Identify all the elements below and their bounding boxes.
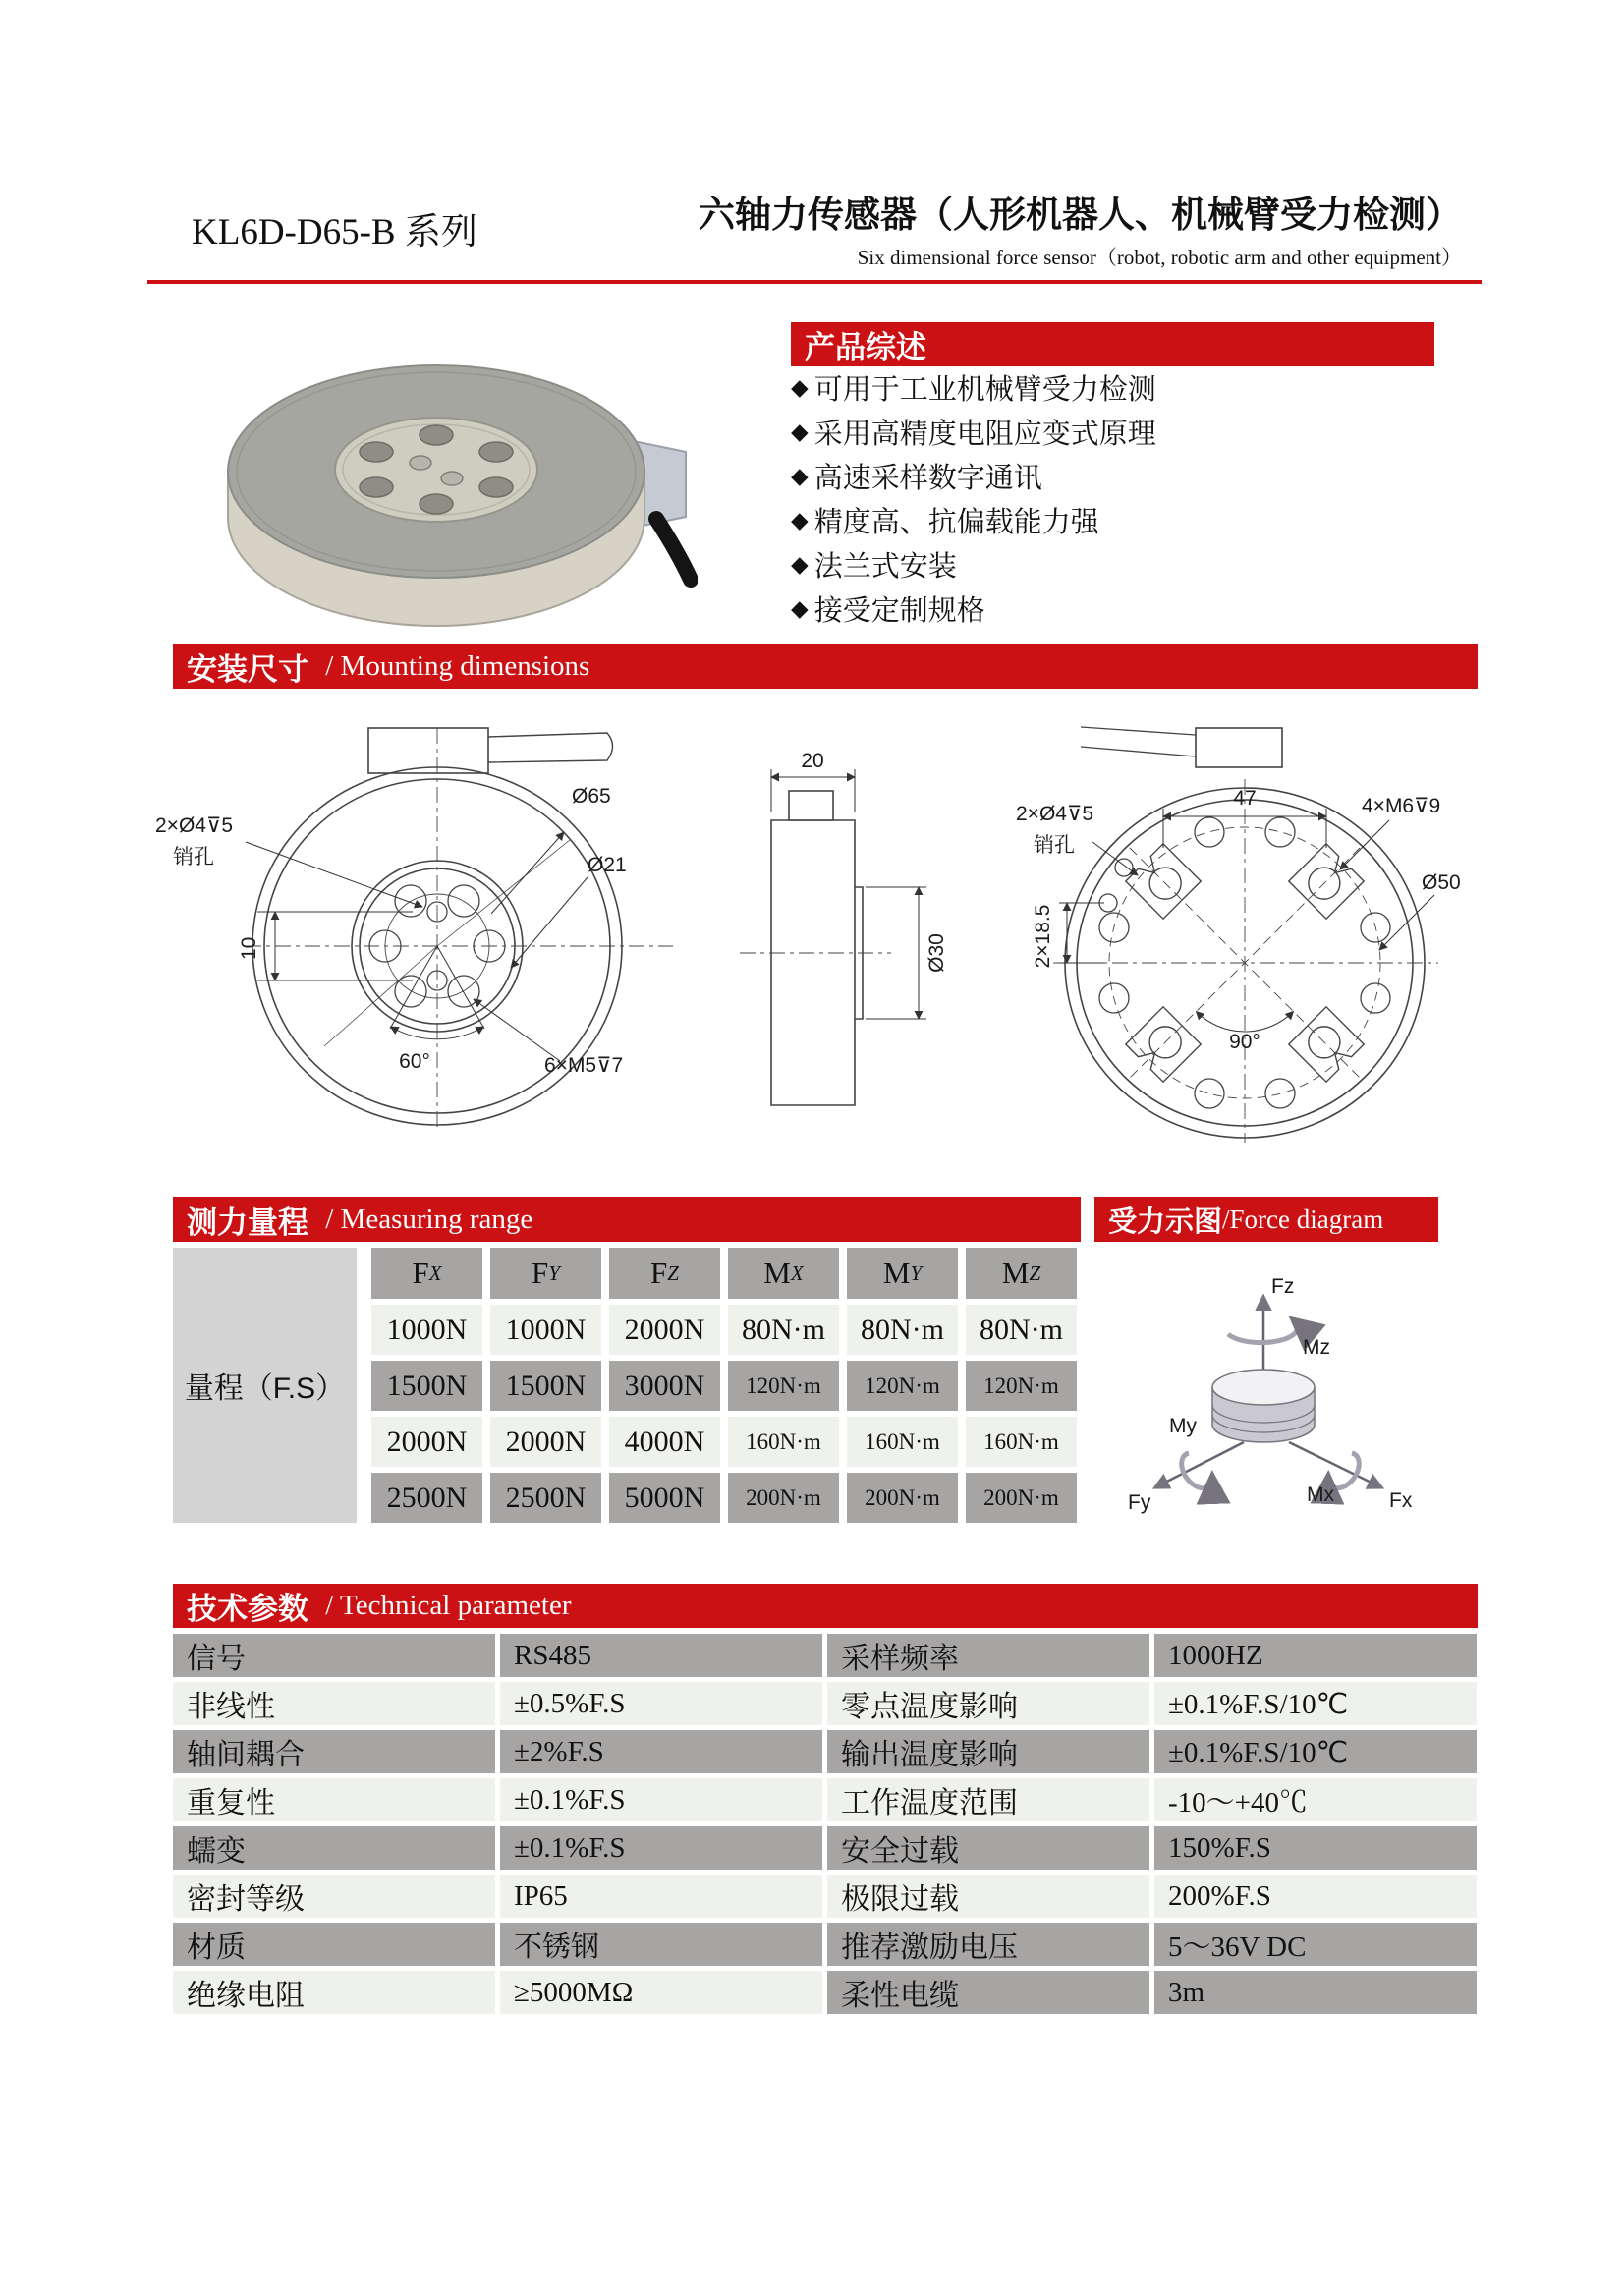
force-banner-cn: 受力示图	[1108, 1205, 1223, 1238]
force-diagram	[1094, 1250, 1438, 1523]
diamond-bullet-icon: ◆	[791, 463, 809, 489]
tech-value: 3m	[1154, 1971, 1477, 2014]
tech-value: 150%F.S	[1154, 1826, 1477, 1870]
side-view-drawing	[702, 722, 1017, 1130]
tech-label: 输出温度影响	[827, 1730, 1149, 1773]
front-angle-label: 60°	[399, 1050, 430, 1073]
tech-label: 柔性电缆	[827, 1971, 1149, 2014]
range-row-label: 量程（F.S）	[173, 1248, 357, 1523]
range-cell: 120N·m	[966, 1361, 1077, 1411]
product-photo	[187, 324, 698, 648]
range-cell: 160N·m	[728, 1417, 839, 1467]
range-cell: 1500N	[490, 1361, 601, 1411]
list-item	[791, 454, 1459, 498]
technical-parameter-table	[173, 1634, 1477, 2014]
list-item	[791, 410, 1459, 454]
range-cell: 2000N	[371, 1417, 482, 1467]
front-bolt-label: 6×M5⊽7	[544, 1054, 624, 1077]
sensor-render	[228, 365, 691, 626]
column-header-mz: M Z	[966, 1248, 1077, 1299]
tech-value: RS485	[500, 1634, 822, 1677]
tech-label: 采样频率	[827, 1634, 1149, 1677]
range-cell: 1000N	[490, 1305, 601, 1355]
range-cell: 2000N	[609, 1305, 720, 1355]
rear-pin-label2: 销孔	[1034, 834, 1075, 857]
overview-banner-label: 产品综述	[805, 330, 926, 364]
mounting-banner-cn: 安装尺寸	[187, 652, 308, 687]
tech-label: 信号	[173, 1634, 495, 1677]
range-cell: 2500N	[371, 1473, 482, 1523]
tech-value: 200%F.S	[1154, 1875, 1477, 1918]
bullet-text: 采用高精度电阻应变式原理	[813, 419, 1156, 450]
mounting-banner-en: / Mounting dimensions	[318, 650, 590, 682]
technical-parameter-banner	[173, 1584, 1478, 1628]
range-cell: 4000N	[609, 1417, 720, 1467]
page-subtitle: Six dimensional force sensor（robot, robotic arm and other equipment）	[857, 246, 1462, 269]
bullet-text: 精度高、抗偏载能力强	[813, 507, 1099, 538]
range-cell: 80N·m	[847, 1305, 958, 1355]
tech-value: ±0.1%F.S/10℃	[1154, 1730, 1477, 1773]
tech-value: ≥5000MΩ	[500, 1971, 822, 2014]
range-cell: 120N·m	[847, 1361, 958, 1411]
range-cell: 200N·m	[966, 1473, 1077, 1523]
axis-label-fx: Fx	[1389, 1489, 1413, 1512]
range-cell: 80N·m	[728, 1305, 839, 1355]
tech-value: IP65	[500, 1875, 822, 1918]
tech-label: 极限过载	[827, 1875, 1149, 1918]
column-header-fx: F X	[371, 1248, 482, 1299]
front-pin-label: 2×Ø4⊽5	[155, 814, 234, 837]
range-cell: 80N·m	[966, 1305, 1077, 1355]
tech-label: 工作温度范围	[827, 1778, 1149, 1821]
range-cell: 5000N	[609, 1473, 720, 1523]
axis-label-fz: Fz	[1271, 1275, 1295, 1298]
tech-value: ±0.1%F.S	[500, 1778, 822, 1821]
list-item	[791, 542, 1459, 587]
rear-angle-label: 90°	[1229, 1031, 1260, 1053]
bullet-text: 可用于工业机械臂受力检测	[813, 374, 1156, 406]
header-divider	[147, 280, 1482, 284]
diamond-bullet-icon: ◆	[791, 507, 809, 533]
diamond-bullet-icon: ◆	[791, 374, 809, 401]
tech-label: 蠕变	[173, 1826, 495, 1870]
sensor-cylinder	[1212, 1370, 1315, 1442]
tech-label: 绝缘电阻	[173, 1971, 495, 2014]
rear-d50-label: Ø50	[1422, 871, 1461, 894]
range-cell: 2000N	[490, 1417, 601, 1467]
front-d21-label: Ø21	[588, 854, 627, 876]
tech-label: 安全过载	[827, 1826, 1149, 1870]
tech-value: ±0.5%F.S	[500, 1682, 822, 1725]
tech-label: 轴间耦合	[173, 1730, 495, 1773]
rear-pin-label: 2×Ø4⊽5	[1016, 803, 1094, 825]
range-cell: 160N·m	[847, 1417, 958, 1467]
diamond-bullet-icon: ◆	[791, 551, 809, 578]
tech-label: 零点温度影响	[827, 1682, 1149, 1725]
axis-label-mz: Mz	[1303, 1336, 1330, 1359]
range-cell: 2500N	[490, 1473, 601, 1523]
mounting-dimensions-banner	[173, 644, 1478, 689]
force-banner-en: /Force diagram	[1222, 1204, 1384, 1234]
axis-label-mx: Mx	[1307, 1484, 1334, 1506]
range-cell: 120N·m	[728, 1361, 839, 1411]
page-title: 六轴力传感器（人形机器人、机械臂受力检测）	[699, 195, 1462, 235]
range-cell: 3000N	[609, 1361, 720, 1411]
tech-value: 1000HZ	[1154, 1634, 1477, 1677]
measuring-banner-en: / Measuring range	[318, 1203, 533, 1235]
range-cell: 1000N	[371, 1305, 482, 1355]
rear-dim185-label: 2×18.5	[1032, 904, 1054, 969]
tech-value: -10～+40℃	[1154, 1778, 1477, 1821]
front-d65-label: Ø65	[572, 785, 611, 808]
list-item	[791, 587, 1459, 631]
tech-label: 重复性	[173, 1778, 495, 1821]
series-name: KL6D-D65-B 系列	[192, 212, 477, 252]
side-d30-label: Ø30	[925, 933, 948, 973]
column-header-fy: F Y	[490, 1248, 601, 1299]
tech-value: ±2%F.S	[500, 1730, 822, 1773]
column-header-mx: M X	[728, 1248, 839, 1299]
measuring-grid	[371, 1248, 1077, 1523]
tech-value: ±0.1%F.S	[500, 1826, 822, 1870]
side-dim20-label: 20	[801, 750, 824, 772]
tech-value: ±0.1%F.S/10℃	[1154, 1682, 1477, 1725]
range-cell: 200N·m	[847, 1473, 958, 1523]
tech-label: 密封等级	[173, 1875, 495, 1918]
rear-dim47-label: 47	[1233, 787, 1257, 810]
force-diagram-banner	[1094, 1197, 1438, 1242]
column-header-my: M Y	[847, 1248, 958, 1299]
tech-value: 不锈钢	[500, 1923, 822, 1966]
range-cell: 1500N	[371, 1361, 482, 1411]
rear-view-drawing	[1014, 722, 1484, 1145]
diamond-bullet-icon: ◆	[791, 595, 809, 622]
list-item	[791, 365, 1459, 410]
measuring-range-banner	[173, 1197, 1081, 1242]
axis-label-fy: Fy	[1128, 1491, 1151, 1514]
rear-bolt-label: 4×M6⊽9	[1362, 795, 1441, 817]
tech-label: 材质	[173, 1923, 495, 1966]
tech-label: 推荐激励电压	[827, 1923, 1149, 1966]
front-view-drawing	[147, 722, 698, 1130]
list-item	[791, 498, 1459, 542]
diamond-bullet-icon: ◆	[791, 419, 809, 445]
technical-banner-cn: 技术参数	[187, 1592, 308, 1626]
technical-banner-en: / Technical parameter	[318, 1590, 572, 1621]
overview-bullet-list	[791, 365, 1459, 631]
bullet-text: 法兰式安装	[813, 551, 957, 583]
axis-label-my: My	[1169, 1415, 1197, 1437]
front-pin-label2: 销孔	[173, 846, 214, 868]
overview-banner	[791, 322, 1434, 366]
range-cell: 160N·m	[966, 1417, 1077, 1467]
column-header-fz: F Z	[609, 1248, 720, 1299]
tech-value: 5～36V DC	[1154, 1923, 1477, 1966]
range-cell: 200N·m	[728, 1473, 839, 1523]
measuring-range-table	[173, 1248, 1081, 1523]
tech-label: 非线性	[173, 1682, 495, 1725]
bullet-text: 高速采样数字通讯	[813, 463, 1042, 494]
bullet-text: 接受定制规格	[813, 595, 985, 627]
front-dim10-label: 10	[238, 936, 260, 960]
measuring-banner-cn: 测力量程	[187, 1204, 308, 1240]
